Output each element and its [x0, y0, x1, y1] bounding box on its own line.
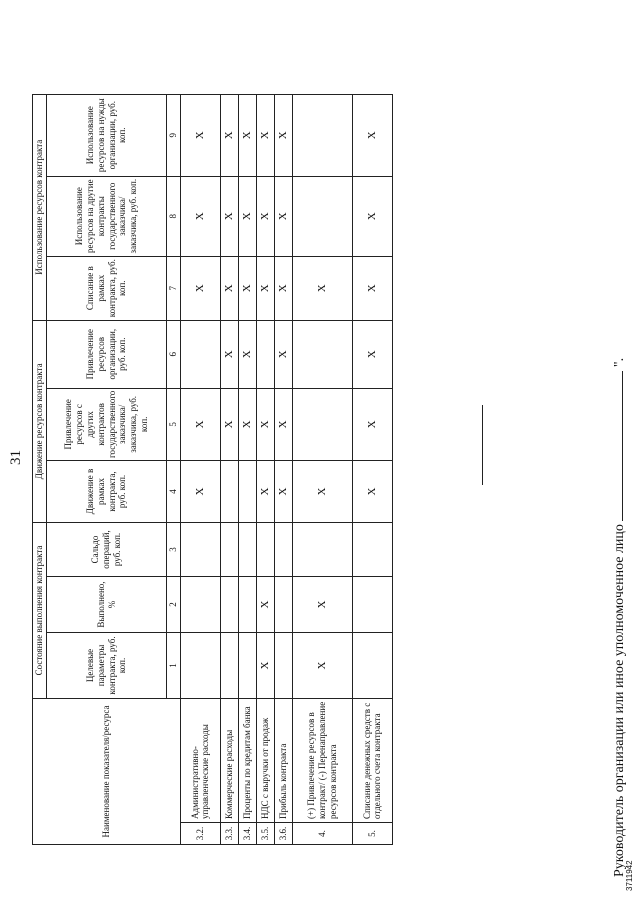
row-number: 5.: [352, 823, 392, 845]
table-cell: X: [352, 176, 392, 256]
row-number: 3.3.: [220, 823, 238, 845]
table-cell: X: [292, 256, 352, 320]
table-cell: X: [220, 256, 238, 320]
table-cell: X: [220, 320, 238, 388]
table-cell: X: [180, 461, 220, 523]
table-cell: X: [352, 256, 392, 320]
table-cell: [292, 176, 352, 256]
column-number: 3: [167, 523, 181, 577]
table-cell: X: [220, 94, 238, 176]
document-id: 3711942: [625, 860, 634, 891]
table-cell: X: [352, 320, 392, 388]
table-cell: X: [292, 633, 352, 699]
table-cell: [274, 633, 292, 699]
group-header-movement: Движение ресурсов контракта: [33, 320, 47, 522]
table-cell: X: [256, 461, 274, 523]
table-cell: X: [256, 388, 274, 460]
contract-resources-table: [32, 94, 393, 845]
column-header: Целевые параметры контракта, руб. коп.: [47, 633, 167, 699]
table-cell: [220, 577, 238, 633]
column-header: Привлечение ресурсов организации, руб. коп.: [47, 320, 167, 388]
table-cell: X: [238, 176, 256, 256]
column-header: Сальдо операций, руб. коп.: [47, 523, 167, 577]
column-header: Движение в рамках контракта, руб. коп.: [47, 461, 167, 523]
table-cell: [274, 577, 292, 633]
row-number: 4.: [292, 823, 352, 845]
table-cell: [352, 523, 392, 577]
signatory-line: [610, 358, 628, 877]
table-cell: [220, 461, 238, 523]
table-cell: [292, 94, 352, 176]
column-number: 7: [167, 256, 181, 320]
table-cell: X: [238, 320, 256, 388]
row-number: 3.4.: [238, 823, 256, 845]
table-cell: [256, 523, 274, 577]
table-cell: [180, 577, 220, 633]
table-cell: X: [180, 94, 220, 176]
table-cell: [180, 320, 220, 388]
column-header: Использование ресурсов на нужды организации, руб. коп.: [47, 94, 167, 176]
table-cell: [220, 633, 238, 699]
column-header: Выполнено, %: [47, 577, 167, 633]
table-cell: X: [274, 461, 292, 523]
table-row: [180, 94, 220, 844]
table-cell: [352, 633, 392, 699]
column-number: 2: [167, 577, 181, 633]
table-cell: [238, 461, 256, 523]
row-name: (+) Привлечение ресурсов в контракт/ (-) Перенаправление ресурсов контракта: [292, 699, 352, 823]
table-cell: [180, 633, 220, 699]
row-number: 3.6.: [274, 823, 292, 845]
table-cell: X: [274, 388, 292, 460]
column-number: 4: [167, 461, 181, 523]
row-name: НДС с выручки от продаж: [256, 699, 274, 823]
table-cell: X: [180, 388, 220, 460]
table-cell: X: [220, 176, 238, 256]
table-cell: X: [238, 388, 256, 460]
table-cell: [292, 523, 352, 577]
table-cell: X: [220, 388, 238, 460]
table-cell: [292, 388, 352, 460]
column-header: Привлечение ресурсов с других контрактов государственного заказчика/заказчика, руб. коп.: [47, 388, 167, 460]
column-header: Списание в рамках контракта, руб. коп.: [47, 256, 167, 320]
row-name: Административно-управленческие расходы: [180, 699, 220, 823]
table-cell: X: [274, 320, 292, 388]
group-header-usage: Использование ресурсов контракта: [33, 94, 47, 320]
table-cell: X: [238, 94, 256, 176]
column-header: Использование ресурсов на другие контракты государственного заказчика/заказчика, руб. коп.: [47, 176, 167, 256]
column-number: 9: [167, 94, 181, 176]
table-row: [238, 94, 256, 844]
table-cell: [292, 320, 352, 388]
table-cell: [220, 523, 238, 577]
header-name: Наименование показателя/ресурса: [33, 699, 181, 845]
column-number: 8: [167, 176, 181, 256]
table-cell: X: [256, 577, 274, 633]
group-header-status: Состояние выполнения контракта: [33, 523, 47, 699]
table-cell: X: [256, 176, 274, 256]
table-cell: [180, 523, 220, 577]
row-name: Проценты по кредитам банка: [238, 699, 256, 823]
row-number: 3.5.: [256, 823, 274, 845]
table-cell: X: [352, 461, 392, 523]
table-cell: X: [352, 94, 392, 176]
table-cell: X: [180, 176, 220, 256]
row-name: Коммерческие расходы: [220, 699, 238, 823]
period-mark: .: [612, 357, 627, 362]
row-name: Прибыль контракта: [274, 699, 292, 823]
table-row: [274, 94, 292, 844]
table-cell: X: [180, 256, 220, 320]
quote-mark: ": [612, 361, 627, 368]
table-cell: X: [274, 176, 292, 256]
column-number: 5: [167, 388, 181, 460]
page-number: 31: [8, 450, 24, 465]
row-number: 3.2.: [180, 823, 220, 845]
table-cell: [238, 523, 256, 577]
table-cell: X: [274, 94, 292, 176]
table-cell: [256, 320, 274, 388]
table-row: [220, 94, 238, 844]
row-name: Списание денежных средств с отдельного счета контракта: [352, 699, 392, 823]
table-cell: X: [256, 633, 274, 699]
table-cell: [238, 633, 256, 699]
table-row: [292, 94, 352, 844]
table-cell: X: [238, 256, 256, 320]
table-row: [256, 94, 274, 844]
table-cell: X: [352, 388, 392, 460]
table-cell: X: [256, 94, 274, 176]
table-cell: [238, 577, 256, 633]
blank-line: [610, 371, 623, 521]
table-cell: [352, 577, 392, 633]
table-cell: X: [256, 256, 274, 320]
table-cell: X: [274, 256, 292, 320]
table-row: [352, 94, 392, 844]
signatory-label: Руководитель организации или иное уполномоченное лицо: [612, 524, 627, 877]
signature-line: [482, 405, 483, 485]
column-number: 1: [167, 633, 181, 699]
column-number: 6: [167, 320, 181, 388]
table-cell: X: [292, 461, 352, 523]
table-cell: [274, 523, 292, 577]
table-cell: X: [292, 577, 352, 633]
